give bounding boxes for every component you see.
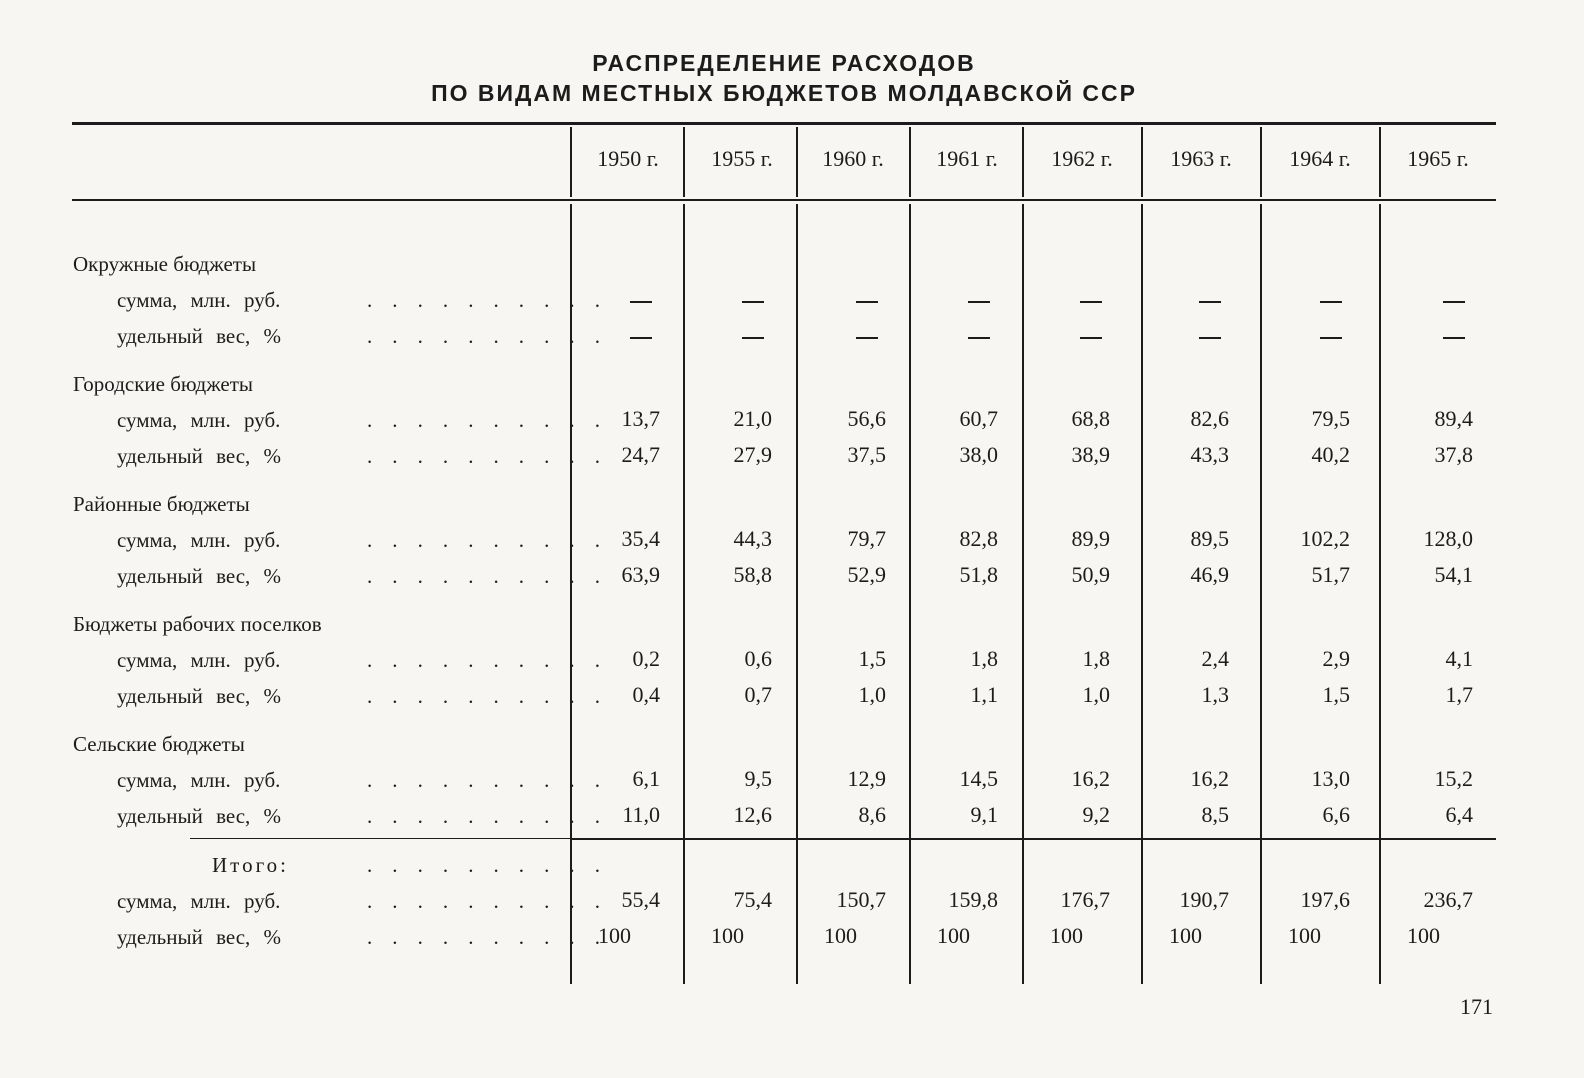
empty-value-dash <box>1199 301 1221 303</box>
header-column-divider <box>796 127 798 197</box>
table-cell-value: 1,5 <box>1322 682 1350 707</box>
table-cell-value: 1,5 <box>858 646 886 671</box>
page-number: 171 <box>1460 994 1493 1019</box>
empty-value-dash <box>856 337 878 339</box>
header-top-rule <box>72 122 1496 125</box>
table-cell-value: 89,5 <box>1190 526 1229 551</box>
empty-value-dash <box>630 301 652 303</box>
row-label: удельный вес, % <box>117 324 282 348</box>
table-cell-value: 190,7 <box>1179 887 1229 912</box>
table-cell-value: 236,7 <box>1423 887 1473 912</box>
section-label: Окружные бюджеты <box>73 252 257 276</box>
leader-dots: . . . . . . . . . . <box>367 684 608 708</box>
header-column-divider <box>1022 127 1024 197</box>
leader-dots: . . . . . . . . . . <box>367 564 608 588</box>
table-cell-value: 82,8 <box>959 526 998 551</box>
empty-value-dash <box>742 301 764 303</box>
empty-value-dash <box>968 337 990 339</box>
table-cell-value: 1,3 <box>1201 682 1229 707</box>
table-cell-value: 51,7 <box>1311 562 1350 587</box>
year-header: 1961 г. <box>936 146 998 171</box>
table-cell-value: 54,1 <box>1434 562 1473 587</box>
table-cell-value: 58,8 <box>733 562 772 587</box>
table-cell-value: 12,9 <box>847 766 886 791</box>
empty-value-dash <box>1443 337 1465 339</box>
table-cell-value: 44,3 <box>733 526 772 551</box>
table-cell-value: 16,2 <box>1190 766 1229 791</box>
year-header: 1963 г. <box>1170 146 1232 171</box>
empty-value-dash <box>1080 337 1102 339</box>
page-title-line-1: РАСПРЕДЕЛЕНИЕ РАСХОДОВ <box>592 50 976 76</box>
table-cell-value: 37,8 <box>1434 442 1473 467</box>
table-cell-value: 24,7 <box>621 442 660 467</box>
empty-value-dash <box>1320 301 1342 303</box>
year-header: 1962 г. <box>1051 146 1113 171</box>
header-column-divider <box>909 127 911 197</box>
table-cell-value: 38,9 <box>1071 442 1110 467</box>
table-cell-value: 79,5 <box>1311 406 1350 431</box>
table-cell-value: 6,6 <box>1322 802 1350 827</box>
table-cell-value: 60,7 <box>959 406 998 431</box>
leader-dots: . . . . . . . . . . <box>367 925 608 949</box>
table-cell-value: 55,4 <box>621 887 660 912</box>
table-cell-value: 89,9 <box>1071 526 1110 551</box>
row-label: сумма, млн. руб. <box>117 889 281 913</box>
row-label: удельный вес, % <box>117 684 282 708</box>
table-cell-value: 0,7 <box>744 682 772 707</box>
table-cell-value: 2,4 <box>1201 646 1229 671</box>
table-cell-value: 9,5 <box>744 766 772 791</box>
row-label: удельный вес, % <box>117 444 282 468</box>
table-cell-value: 51,8 <box>959 562 998 587</box>
header-column-divider <box>1379 127 1381 197</box>
section-label: Районные бюджеты <box>73 492 250 516</box>
table-cell-value: 68,8 <box>1071 406 1110 431</box>
leader-dots: . . . . . . . . . . <box>367 408 608 432</box>
table-cell-value: 100 <box>1288 923 1321 948</box>
table-cell-value: 15,2 <box>1434 766 1473 791</box>
empty-value-dash <box>1199 337 1221 339</box>
table-cell-value: 11,0 <box>622 802 660 827</box>
header-column-divider <box>683 127 685 197</box>
body-column-divider <box>796 204 798 984</box>
leader-dots: . . . . . . . . . . <box>367 528 608 552</box>
table-cell-value: 82,6 <box>1190 406 1229 431</box>
table-cell-value: 14,5 <box>959 766 998 791</box>
table-cell-value: 0,6 <box>744 646 772 671</box>
table-cell-value: 100 <box>598 923 631 948</box>
leader-dots: . . . . . . . . . . <box>367 804 608 828</box>
table-cell-value: 43,3 <box>1190 442 1229 467</box>
table-cell-value: 13,7 <box>621 406 660 431</box>
table-cell-value: 150,7 <box>836 887 886 912</box>
leader-dots: . . . . . . . . . . <box>367 768 608 792</box>
table-cell-value: 8,6 <box>858 802 886 827</box>
table-cell-value: 197,6 <box>1300 887 1350 912</box>
table-cell-value: 12,6 <box>733 802 772 827</box>
table-cell-value: 0,4 <box>632 682 660 707</box>
table-cell-value: 63,9 <box>621 562 660 587</box>
total-label-rule <box>190 838 570 839</box>
table-cell-value: 50,9 <box>1071 562 1110 587</box>
row-label: сумма, млн. руб. <box>117 288 281 312</box>
table-cell-value: 8,5 <box>1201 802 1229 827</box>
header-bottom-rule <box>72 199 1496 201</box>
year-header: 1960 г. <box>822 146 884 171</box>
table-cell-value: 2,9 <box>1322 646 1350 671</box>
table-cell-value: 1,7 <box>1445 682 1473 707</box>
header-column-divider <box>570 127 572 197</box>
row-label: удельный вес, % <box>117 804 282 828</box>
table-cell-value: 100 <box>1050 923 1083 948</box>
table-cell-value: 4,1 <box>1445 646 1473 671</box>
table-cell-value: 38,0 <box>959 442 998 467</box>
table-cell-value: 100 <box>711 923 744 948</box>
body-column-divider <box>1022 204 1024 984</box>
empty-value-dash <box>968 301 990 303</box>
empty-value-dash <box>742 337 764 339</box>
header-column-divider <box>1141 127 1143 197</box>
year-header: 1964 г. <box>1289 146 1351 171</box>
table-cell-value: 16,2 <box>1071 766 1110 791</box>
row-label: сумма, млн. руб. <box>117 648 281 672</box>
table-cell-value: 1,1 <box>970 682 998 707</box>
table-cell-value: 100 <box>1169 923 1202 948</box>
leader-dots: . . . . . . . . . . <box>367 853 608 877</box>
leader-dots: . . . . . . . . . . <box>367 324 608 348</box>
year-header: 1955 г. <box>711 146 773 171</box>
table-cell-value: 1,8 <box>970 646 998 671</box>
row-label: удельный вес, % <box>117 564 282 588</box>
table-cell-value: 52,9 <box>847 562 886 587</box>
row-label: сумма, млн. руб. <box>117 768 281 792</box>
body-column-divider <box>909 204 911 984</box>
table-cell-value: 9,2 <box>1082 802 1110 827</box>
table-cell-value: 89,4 <box>1434 406 1473 431</box>
table-cell-value: 100 <box>1407 923 1440 948</box>
table-cell-value: 0,2 <box>632 646 660 671</box>
table-cell-value: 75,4 <box>733 887 772 912</box>
body-column-divider <box>1141 204 1143 984</box>
table-cell-value: 79,7 <box>847 526 886 551</box>
section-label: Бюджеты рабочих поселков <box>73 612 322 636</box>
leader-dots: . . . . . . . . . . <box>367 648 608 672</box>
header-column-divider <box>1260 127 1262 197</box>
leader-dots: . . . . . . . . . . <box>367 889 608 913</box>
body-column-divider <box>683 204 685 984</box>
table-cell-value: 37,5 <box>847 442 886 467</box>
leader-dots: . . . . . . . . . . <box>367 288 608 312</box>
table-cell-value: 27,9 <box>733 442 772 467</box>
body-column-divider <box>1379 204 1381 984</box>
table-cell-value: 1,0 <box>1082 682 1110 707</box>
row-label: сумма, млн. руб. <box>117 528 281 552</box>
total-label: Итого: <box>212 853 289 877</box>
body-column-divider <box>1260 204 1262 984</box>
table-cell-value: 128,0 <box>1423 526 1473 551</box>
table-cell-value: 46,9 <box>1190 562 1229 587</box>
page-title-line-2: ПО ВИДАМ МЕСТНЫХ БЮДЖЕТОВ МОЛДАВСКОЙ ССР <box>431 80 1137 106</box>
table-cell-value: 40,2 <box>1311 442 1350 467</box>
empty-value-dash <box>630 337 652 339</box>
table-cell-value: 159,8 <box>948 887 998 912</box>
section-label: Сельские бюджеты <box>73 732 245 756</box>
empty-value-dash <box>1443 301 1465 303</box>
row-label: удельный вес, % <box>117 925 282 949</box>
table-cell-value: 176,7 <box>1060 887 1110 912</box>
table-cell-value: 1,0 <box>858 682 886 707</box>
table-cell-value: 13,0 <box>1311 766 1350 791</box>
table-cell-value: 56,6 <box>847 406 886 431</box>
section-label: Городские бюджеты <box>73 372 254 396</box>
empty-value-dash <box>1320 337 1342 339</box>
table-cell-value: 6,1 <box>632 766 660 791</box>
table-cell-value: 100 <box>937 923 970 948</box>
empty-value-dash <box>856 301 878 303</box>
table-cell-value: 1,8 <box>1082 646 1110 671</box>
table-cell-value: 6,4 <box>1445 802 1473 827</box>
table-cell-value: 9,1 <box>970 802 998 827</box>
table-cell-value: 35,4 <box>621 526 660 551</box>
empty-value-dash <box>1080 301 1102 303</box>
row-label: сумма, млн. руб. <box>117 408 281 432</box>
total-separator-rule <box>570 838 1496 840</box>
year-header: 1950 г. <box>597 146 659 171</box>
table-cell-value: 102,2 <box>1300 526 1350 551</box>
table-cell-value: 21,0 <box>733 406 772 431</box>
table-cell-value: 100 <box>824 923 857 948</box>
year-header: 1965 г. <box>1407 146 1469 171</box>
leader-dots: . . . . . . . . . . <box>367 444 608 468</box>
